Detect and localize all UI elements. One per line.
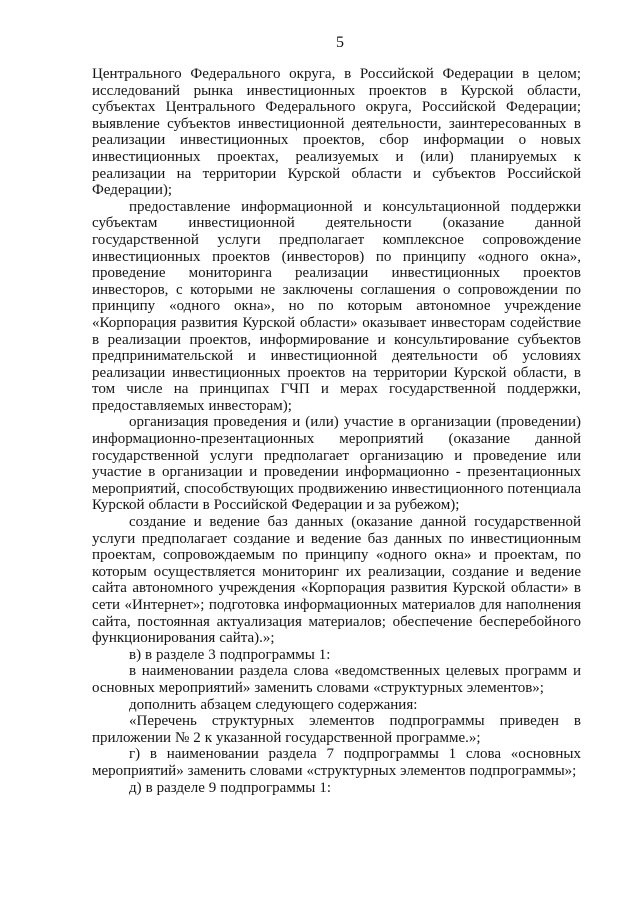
- paragraph-8: «Перечень структурных элементов подпрограммы приведен в приложении № 2 к указанной государственной программе.»;: [92, 713, 581, 746]
- paragraph-4: создание и ведение баз данных (оказание данной государственной услуги предполагает создание и ведение баз данных по инвестиционным проектам, сопровождаемым по принципу «одного окна» и проектам, по которым осуществляется мониторинг их реализации, создание и ведение сайта автономного учреждения «Корпорация развития Курской области» в сети «Интернет»; подготовка информационных материалов для наполнения сайта, постоянная актуализация материалов; обеспечение бесперебойного функционирования сайта).»;: [92, 514, 581, 647]
- paragraph-9: г) в наименовании раздела 7 подпрограммы 1 слова «основных мероприятий» заменить словами «структурных элементов подпрограммы»;: [92, 746, 581, 779]
- page-number: 5: [336, 34, 344, 51]
- document-body: [92, 66, 581, 796]
- paragraph-10: д) в разделе 9 подпрограммы 1:: [129, 779, 331, 796]
- paragraph-2: предоставление информационной и консультационной поддержки субъектам инвестиционной деятельности (оказание данной государственной услуги предполагает комплексное сопровождение инвестиционных проектов (инвесторов) по принципу «одного окна», проведение мониторинга реализации инвестиционных проектов инвесторов, с которыми не заключены соглашения о сопровождении по принципу «одного окна», но по которым автономное учреждение «Корпорация развития Курской области» оказывает инвесторам содействие в реализации проектов, информирование и консультирование субъектов предпринимательской и инвестиционной деятельности об условиях реализации инвестиционных проектов на территории Курской области, в том числе на принципах ГЧП и мерах государственной поддержки, предоставляемых инвесторам);: [92, 198, 581, 414]
- paragraph-6: в наименовании раздела слова «ведомственных целевых программ и основных мероприятий» заменить словами «структурных элементов»;: [92, 663, 581, 696]
- paragraph-1: Центрального Федерального округа, в Российской Федерации в целом; исследований рынка инвестиционных проектов в Курской области, субъектах Центрального Федерального округа, Российской Федерации; выявление субъектов инвестиционной деятельности, заинтересованных в реализации инвестиционных проектов, сбор информации о новых инвестиционных проектах, реализуемых и (или) планируемых к реализации на территории Курской области и субъектов Российской Федерации);: [92, 66, 581, 199]
- paragraph-5: в) в разделе 3 подпрограммы 1:: [129, 646, 331, 663]
- paragraph-7: дополнить абзацем следующего содержания:: [129, 696, 418, 713]
- paragraph-3: организация проведения и (или) участие в организации (проведении) информационно-презентационных мероприятий (оказание данной государственной услуги предполагает организацию и проведение или участие в организации и проведении информационно - презентационных мероприятий, способствующих продвижению инвестиционного потенциала Курской области в Российской Федерации и за рубежом);: [92, 414, 581, 514]
